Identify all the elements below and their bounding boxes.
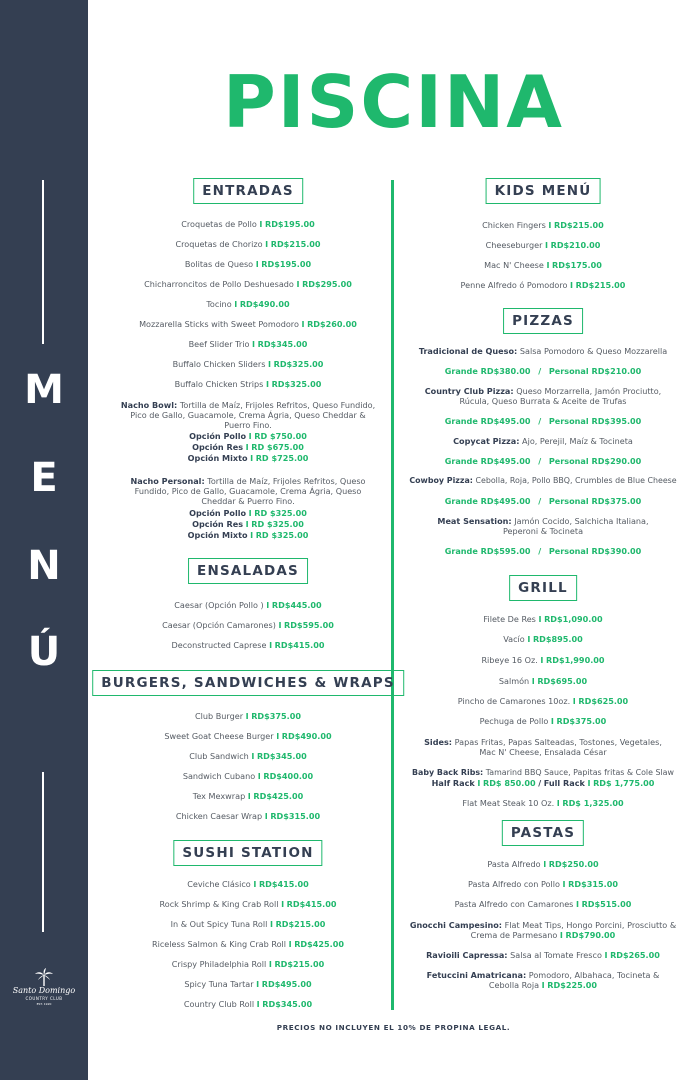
menu-item: Pasta Alfredo con Pollo I RD$315.00 xyxy=(468,879,618,889)
menu-item: Penne Alfredo ó Pomodoro I RD$215.00 xyxy=(460,280,626,290)
menu-item: Caesar (Opción Camarones) I RD$595.00 xyxy=(162,620,334,630)
nacho-bowl-desc: Pico de Gallo, Guacamole, Crema Ágria, Queso Cheddar & xyxy=(130,410,366,420)
pizza-desc: Copycat Pizza: Ajo, Perejil, Maíz & Tocineta xyxy=(453,436,633,446)
pizza-desc: Peperoni & Tocineta xyxy=(502,526,584,536)
menu-item: Cheeseburger I RD$210.00 xyxy=(485,240,601,250)
menu-item: Chicharroncitos de Pollo Deshuesado I RD$295.00 xyxy=(144,279,352,289)
grill-ribs: Baby Back Ribs: Tamarind BBQ Sauce, Papitas fritas & Cole Slaw xyxy=(412,768,674,777)
sidebar xyxy=(0,0,88,1080)
menu-item: Rock Shrimp & King Crab Roll I RD$415.00 xyxy=(159,899,337,909)
pasta-desc: Ravioili Capressa: Salsa al Tomate Fresco I RD$265.00 xyxy=(426,950,660,960)
menu-item: Sweet Goat Cheese Burger I RD$490.00 xyxy=(164,731,332,741)
nacho-personal-desc: Nacho Personal: Tortilla de Maíz, Frijoles Refritos, Queso xyxy=(130,476,366,486)
sidebar-letter-u: Ú xyxy=(27,629,61,675)
grill-sides: Mac N' Cheese, Ensalada César xyxy=(479,747,607,757)
section-title-entradas: ENTRADAS xyxy=(193,178,303,204)
menu-item: Club Sandwich I RD$345.00 xyxy=(189,751,307,761)
pizza-prices: Grande RD$380.00 / Personal RD$210.00 xyxy=(444,366,642,376)
menu-item: Deconstructed Caprese I RD$415.00 xyxy=(171,640,325,650)
menu-item: Buffalo Chicken Strips I RD$325.00 xyxy=(174,379,322,389)
pasta-desc: Gnocchi Campesino: Flat Meat Tips, Hongo Porcini, Prosciutto & xyxy=(409,920,677,930)
nacho-personal-option: Opción Mixto I RD $325.00 xyxy=(187,530,309,540)
section-title-burgers: BURGERS, SANDWICHES & WRAPS xyxy=(92,670,404,696)
menu-item: Vacío I RD$895.00 xyxy=(503,634,583,644)
pasta-desc: Crema de Parmesano I RD$790.00 xyxy=(470,930,616,940)
menu-item: Ribeye 16 Oz. I RD$1,990.00 xyxy=(481,655,605,665)
pizza-desc: Country Club Pizza: Queso Morzarrella, Jamón Prociutto, xyxy=(424,386,662,396)
grill-sides: Sides: Papas Fritas, Papas Salteadas, Tostones, Vegetales, xyxy=(424,737,662,747)
menu-item: Pechuga de Pollo I RD$375.00 xyxy=(479,716,607,726)
pizza-desc: Meat Sensation: Jamón Cocido, Salchicha Italiana, xyxy=(437,516,649,526)
menu-item: Filete De Res I RD$1,090.00 xyxy=(483,614,603,624)
menu-item: Sandwich Cubano I RD$400.00 xyxy=(182,771,314,781)
sidebar-divider-top xyxy=(42,180,44,344)
menu-item: Chicken Fingers I RD$215.00 xyxy=(482,220,604,230)
pizza-prices: Grande RD$595.00 / Personal RD$390.00 xyxy=(444,546,642,556)
menu-item: Tex Mexwrap I RD$425.00 xyxy=(192,791,304,801)
nacho-personal-desc: Fundido, Pico de Gallo, Guacamole, Crema Ágria, Queso xyxy=(134,486,362,496)
menu-item: Buffalo Chicken Sliders I RD$325.00 xyxy=(172,359,324,369)
pizza-prices: Grande RD$495.00 / Personal RD$395.00 xyxy=(444,416,642,426)
nacho-bowl-option: Opción Mixto I RD $725.00 xyxy=(187,453,309,463)
logo-club: COUNTRY CLUB xyxy=(25,996,63,1001)
menu-item: Beef Slider Trio I RD$345.00 xyxy=(188,339,308,349)
menu-item: Crispy Philadelphia Roll I RD$215.00 xyxy=(171,959,325,969)
grill-ribs-prices: Half Rack I RD$ 850.00 / Full Rack I RD$ 1,775.00 xyxy=(431,778,655,788)
section-title-grill: GRILL xyxy=(509,575,577,601)
nacho-bowl-option: Opción Pollo I RD $750.00 xyxy=(189,431,307,441)
menu-item: Mac N' Cheese I RD$175.00 xyxy=(484,260,602,270)
footer-note: PRECIOS NO INCLUYEN EL 10% DE PROPINA LEGAL. xyxy=(276,1023,511,1032)
menu-item: In & Out Spicy Tuna Roll I RD$215.00 xyxy=(170,919,326,929)
logo-script: Santo Domingo xyxy=(12,986,76,995)
section-title-pizzas: PIZZAS xyxy=(503,308,583,334)
menu-item: Riceless Salmon & King Crab Roll I RD$425.00 xyxy=(151,939,345,949)
menu-item: Pincho de Camarones 10oz. I RD$625.00 xyxy=(457,696,629,706)
section-title-kids: KIDS MENÚ xyxy=(486,178,601,204)
column-divider xyxy=(391,180,394,1010)
menu-item: Bolitas de Queso I RD$195.00 xyxy=(184,259,312,269)
pizza-desc: Cowboy Pizza: Cebolla, Roja, Pollo BBQ, Crumbles de Blue Cheese xyxy=(409,476,677,485)
menu-item: Tocino I RD$490.00 xyxy=(206,299,290,309)
section-title-ensaladas: ENSALADAS xyxy=(188,558,308,584)
menu-item: Ceviche Clásico I RD$415.00 xyxy=(187,879,309,889)
pizza-prices: Grande RD$495.00 / Personal RD$290.00 xyxy=(444,456,642,466)
sidebar-letter-e: E xyxy=(30,455,58,501)
sidebar-letter-m: M xyxy=(24,367,64,413)
nacho-personal-option: Opción Pollo I RD $325.00 xyxy=(189,508,307,518)
nacho-personal-desc: Cheddar & Puerro Fino. xyxy=(201,496,295,506)
menu-item: Club Burger I RD$375.00 xyxy=(194,711,302,721)
pasta-desc: Cebolla Roja I RD$225.00 xyxy=(488,980,598,990)
menu-item: Caesar (Opción Pollo ) I RD$445.00 xyxy=(174,600,322,610)
page-title: PISCINA xyxy=(222,60,565,144)
menu-item: Country Club Roll I RD$345.00 xyxy=(183,999,313,1009)
sidebar-divider-bottom xyxy=(42,772,44,932)
pizza-desc: Tradicional de Queso: Salsa Pomodoro & Queso Mozzarella xyxy=(418,346,668,356)
menu-item: Chicken Caesar Wrap I RD$315.00 xyxy=(175,811,321,821)
club-logo xyxy=(0,968,88,1006)
logo-est: EST. 1920 xyxy=(36,1002,52,1006)
section-title-pastas: PASTAS xyxy=(502,820,584,846)
pizza-desc: Rúcula, Queso Burrata & Aceite de Trufas xyxy=(459,396,627,406)
menu-item: Salmón I RD$695.00 xyxy=(498,676,588,686)
sidebar-letter-n: N xyxy=(27,543,61,589)
menu-item: Pasta Alfredo I RD$250.00 xyxy=(487,859,599,869)
section-title-sushi: SUSHI STATION xyxy=(173,840,322,866)
palm-tree-icon xyxy=(34,968,54,986)
menu-item: Croquetas de Chorizo I RD$215.00 xyxy=(175,239,321,249)
menu-item: Croquetas de Pollo I RD$195.00 xyxy=(181,219,315,229)
pizza-prices: Grande RD$495.00 / Personal RD$375.00 xyxy=(444,496,642,506)
nacho-bowl-option: Opción Res I RD $675.00 xyxy=(192,442,304,452)
nacho-bowl-desc: Puerro Fino. xyxy=(224,420,272,430)
menu-item: Pasta Alfredo con Camarones I RD$515.00 xyxy=(454,899,632,909)
menu-item: Mozzarella Sticks with Sweet Pomodoro I RD$260.00 xyxy=(139,319,357,329)
menu-item: Spicy Tuna Tartar I RD$495.00 xyxy=(184,979,312,989)
nacho-personal-option: Opción Res I RD $325.00 xyxy=(192,519,304,529)
nacho-bowl-desc: Nacho Bowl: Tortilla de Maíz, Frijoles Refritos, Queso Fundido, xyxy=(120,400,376,410)
pasta-desc: Fetuccini Amatricana: Pomodoro, Albahaca, Tocineta & xyxy=(426,970,660,980)
menu-item: Flat Meat Steak 10 Oz. I RD$ 1,325.00 xyxy=(462,798,624,808)
